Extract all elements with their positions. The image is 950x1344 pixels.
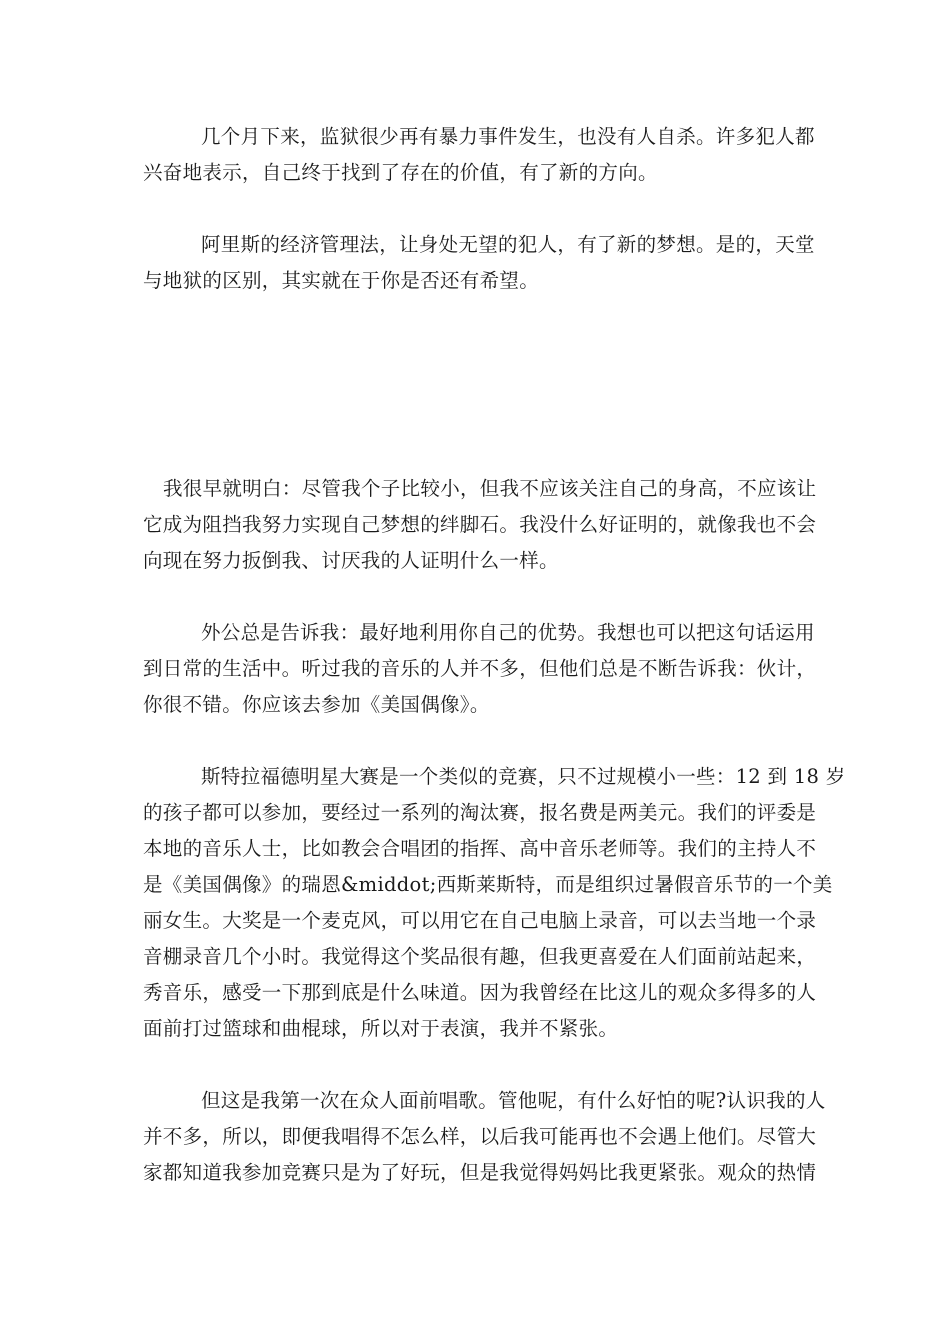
text-line: 向现在努力扳倒我、讨厌我的人证明什么一样。	[143, 549, 559, 572]
paragraph-6	[143, 1083, 826, 1191]
text-line: 是《美国偶像》的瑞恩&middot;西斯莱斯特，而是组织过暑假音乐节的一个美	[143, 873, 833, 896]
text-line: 你很不错。你应该去参加《美国偶像》。	[143, 693, 490, 716]
text-line: 阿里斯的经济管理法，让身处无望的犯人，有了新的梦想。是的，天堂	[201, 233, 815, 256]
text-line: 与地狱的区别，其实就在于你是否还有希望。	[143, 269, 540, 292]
text-line: 家都知道我参加竞赛只是为了好玩，但是我觉得妈妈比我更紧张。观众的热情	[143, 1161, 817, 1184]
text-line: 到日常的生活中。听过我的音乐的人并不多，但他们总是不断告诉我：伙计，	[143, 657, 817, 680]
text-line: 但这是我第一次在众人面前唱歌。管他呢，有什么好怕的呢?认识我的人	[201, 1089, 826, 1112]
text-line: 斯特拉福德明星大赛是一个类似的竞赛，只不过规模小一些：12 到 18 岁	[201, 765, 846, 788]
text-line: 秀音乐，感受一下那到底是什么味道。因为我曾经在比这儿的观众多得多的人	[143, 981, 817, 1004]
paragraph-1	[143, 119, 815, 191]
text-line: 几个月下来，监狱很少再有暴力事件发生，也没有人自杀。许多犯人都	[201, 125, 815, 148]
paragraph-2	[143, 227, 815, 299]
text-line: 的孩子都可以参加，要经过一系列的淘汰赛，报名费是两美元。我们的评委是	[143, 801, 817, 824]
text-line: 面前打过篮球和曲棍球，所以对于表演，我并不紧张。	[143, 1017, 619, 1040]
paragraph-3	[143, 471, 817, 579]
text-line: 兴奋地表示，自己终于找到了存在的价值，有了新的方向。	[143, 161, 658, 184]
text-line: 本地的音乐人士，比如教会合唱团的指挥、高中音乐老师等。我们的主持人不	[143, 837, 817, 860]
text-line: 外公总是告诉我：最好地利用你自己的优势。我想也可以把这句话运用	[201, 621, 815, 644]
text-line: 它成为阻挡我努力实现自己梦想的绊脚石。我没什么好证明的，就像我也不会	[143, 513, 817, 536]
text-line: 丽女生。大奖是一个麦克风，可以用它在自己电脑上录音，可以去当地一个录	[143, 909, 817, 932]
paragraph-5	[143, 759, 846, 1047]
text-line: 我很早就明白：尽管我个子比较小，但我不应该关注自己的身高，不应该让	[163, 477, 817, 500]
text-line: 并不多，所以，即便我唱得不怎么样，以后我可能再也不会遇上他们。尽管大	[143, 1125, 817, 1148]
text-line: 音棚录音几个小时。我觉得这个奖品很有趣，但我更喜爱在人们面前站起来，	[143, 945, 817, 968]
paragraph-4	[143, 615, 817, 723]
